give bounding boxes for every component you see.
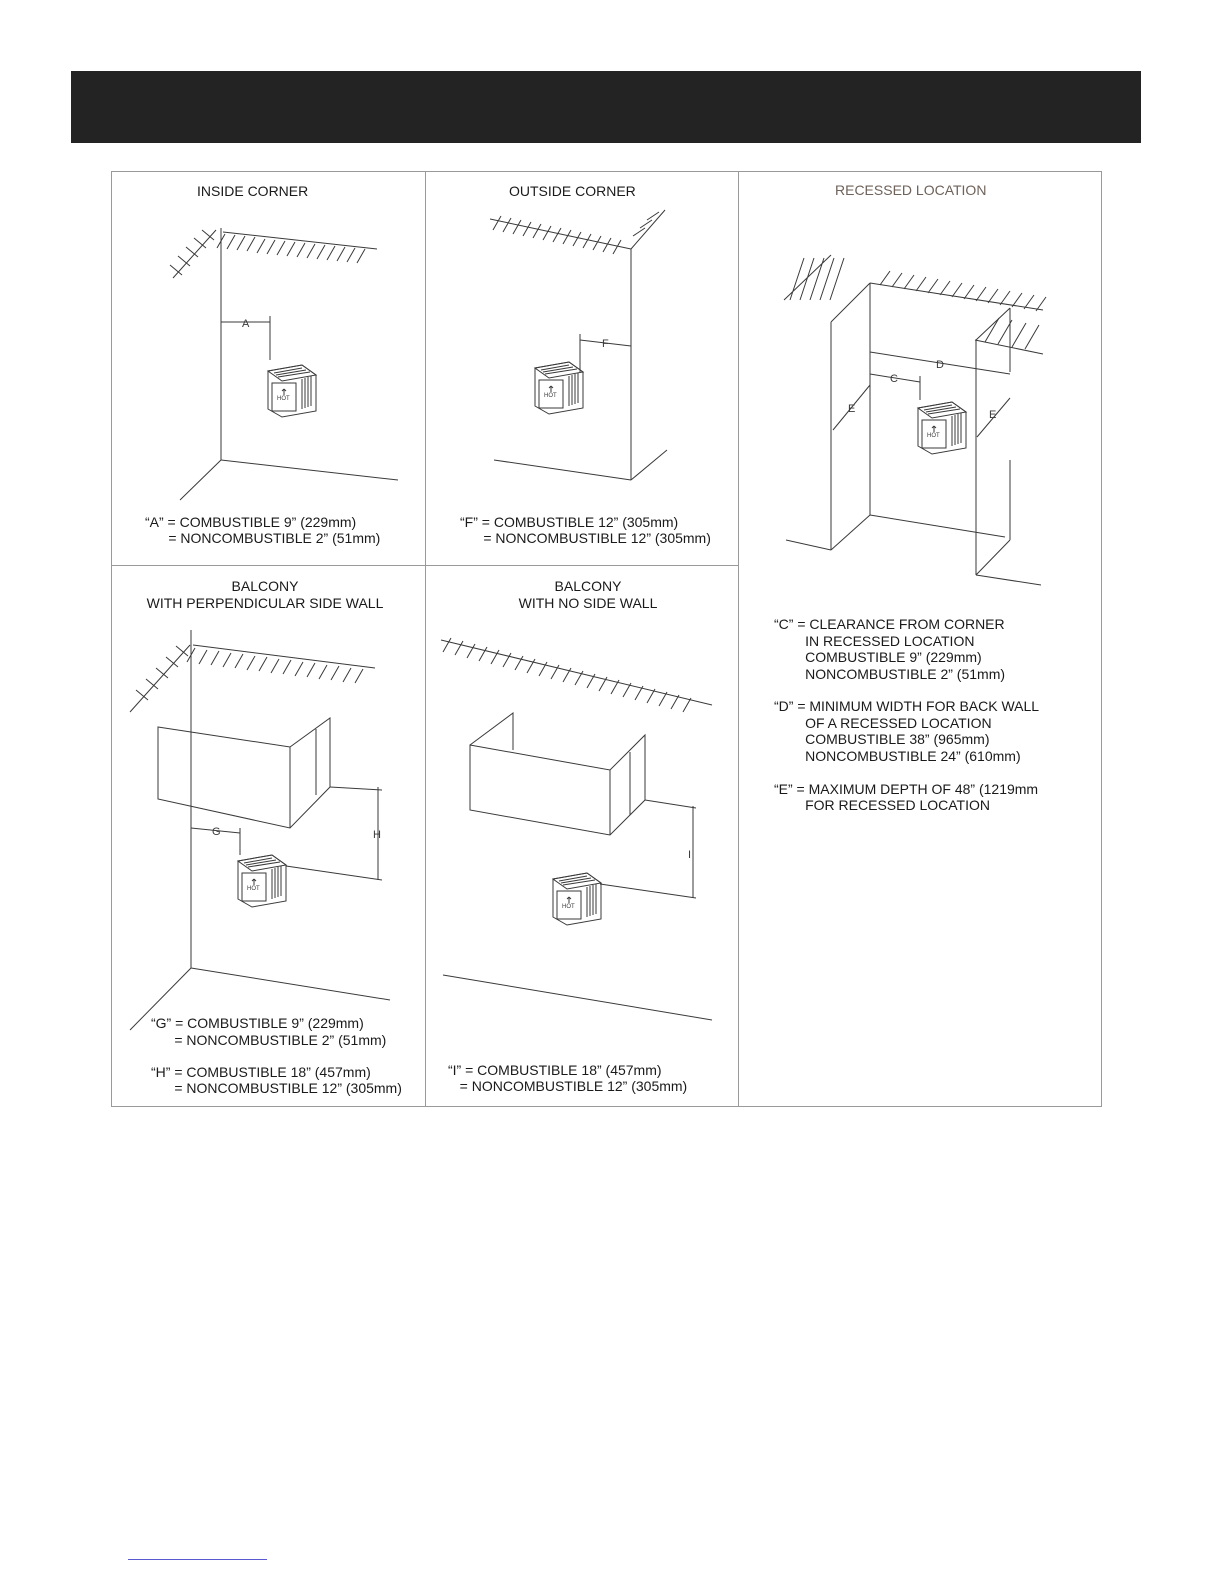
recessed-spec-d-1: “D” = MINIMUM WIDTH FOR BACK WALL [774, 698, 1040, 714]
balcony-no-side-wall-title-2: WITH NO SIDE WALL [518, 595, 658, 611]
svg-text:HOT: HOT [562, 904, 575, 910]
svg-text:A: A [242, 318, 250, 330]
svg-text:C: C [890, 373, 898, 385]
inside-corner-title: INSIDE CORNER [197, 183, 309, 199]
balcony-side-wall-title-2: WITH PERPENDICULAR SIDE WALL [146, 595, 384, 611]
footer-link-underline[interactable] [128, 1559, 267, 1560]
svg-text:E: E [989, 409, 997, 421]
svg-text:HOT: HOT [247, 886, 260, 892]
balcony-spec-h-2: = NONCOMBUSTIBLE 12” (305mm) [151, 1080, 402, 1096]
inside-corner-drawing [170, 228, 398, 500]
svg-text:E: E [848, 403, 856, 415]
recessed-spec-c-4: NONCOMBUSTIBLE 2” (51mm) [774, 666, 1006, 682]
recessed-spec-d-3: COMBUSTIBLE 38” (965mm) [774, 731, 990, 747]
balcony-spec-g-1: “G” = COMBUSTIBLE 9” (229mm) [151, 1015, 364, 1031]
outside-corner-spec-2: = NONCOMBUSTIBLE 12” (305mm) [460, 530, 711, 546]
svg-text:HOT: HOT [277, 396, 290, 402]
svg-text:I: I [688, 849, 692, 861]
svg-text:G: G [212, 826, 221, 838]
inside-corner-spec-2: = NONCOMBUSTIBLE 2” (51mm) [145, 530, 381, 546]
balcony-spec-h-1: “H” = COMBUSTIBLE 18” (457mm) [151, 1064, 371, 1080]
outside-corner-spec-1: “F” = COMBUSTIBLE 12” (305mm) [460, 514, 679, 530]
balcony-spec-g-2: = NONCOMBUSTIBLE 2” (51mm) [151, 1032, 387, 1048]
balcony-spec-i-2: = NONCOMBUSTIBLE 12” (305mm) [448, 1078, 688, 1094]
recessed-location-drawing [784, 255, 1046, 585]
recessed-spec-d-4: NONCOMBUSTIBLE 24” (610mm) [774, 748, 1021, 764]
outside-corner-drawing [490, 210, 667, 480]
balcony-side-wall-title-1: BALCONY [231, 578, 299, 594]
svg-text:F: F [602, 338, 609, 350]
svg-text:HOT: HOT [927, 433, 940, 439]
balcony-no-side-wall-drawing [441, 638, 712, 1020]
svg-text:HOT: HOT [544, 393, 557, 399]
balcony-no-side-wall-title-1: BALCONY [554, 578, 622, 594]
recessed-spec-c-2: IN RECESSED LOCATION [774, 633, 975, 649]
balcony-side-wall-drawing [130, 630, 390, 1030]
recessed-spec-e-1: “E” = MAXIMUM DEPTH OF 48” (1219mm [774, 781, 1039, 797]
outside-corner-title: OUTSIDE CORNER [509, 183, 636, 199]
svg-text:H: H [373, 829, 381, 841]
balcony-spec-i-1: “I” = COMBUSTIBLE 18” (457mm) [448, 1062, 662, 1078]
svg-text:D: D [936, 359, 944, 371]
recessed-spec-d-2: OF A RECESSED LOCATION [774, 715, 992, 731]
recessed-location-title: RECESSED LOCATION [835, 182, 987, 198]
recessed-spec-e-2: FOR RECESSED LOCATION [774, 797, 990, 813]
inside-corner-spec-1: “A” = COMBUSTIBLE 9” (229mm) [145, 514, 357, 530]
recessed-spec-c-3: COMBUSTIBLE 9” (229mm) [774, 649, 982, 665]
recessed-spec-c-1: “C” = CLEARANCE FROM CORNER [774, 616, 1005, 632]
